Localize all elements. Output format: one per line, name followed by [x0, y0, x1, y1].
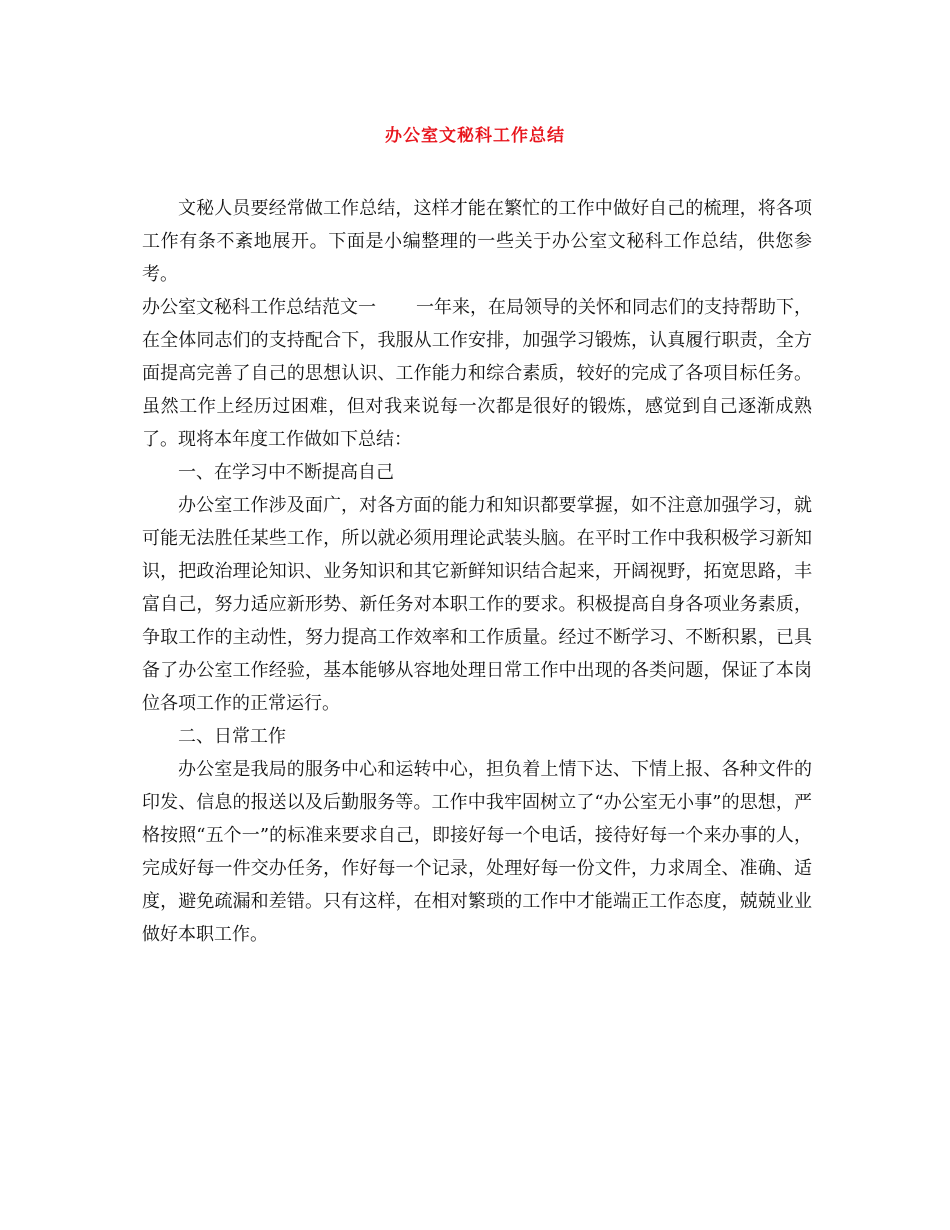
section2-heading: 二、日常工作: [178, 726, 286, 747]
sample-opening-text: 一年来，在局领导的关怀和同志们的支持帮助下，在全体同志们的支持配合下，我服从工作安排，加强学习锻炼，认真履行职责，全方面提高完善了自己的思想认识、工作能力和综合素质，较好的完成了各项目标任务。虽然工作上经历过困难，但对我来说每一次都是很好的锻炼，感觉到自己逐渐成熟了。现将本年度工作做如下总结：: [142, 297, 812, 450]
document-title: 办公室文秘科工作总结: [385, 126, 565, 146]
section2-paragraph: 办公室是我局的服务中心和运转中心，担负着上情下达、下情上报、各种文件的印发、信息的报送以及后勤服务等。工作中我牢固树立了“办公室无小事”的思想，严格按照“五个一”的标准来要求自己，即接好每一个电话，接待好每一个来办事的人，完成好每一件交办任务，作好每一个记录，处理好每一份文件，力求周全、准确、适度，避免疏漏和差错。只有这样，在相对繁琐的工作中才能端正工作态度，兢兢业业做好本职工作。: [142, 759, 812, 945]
section1-paragraph: 办公室工作涉及面广，对各方面的能力和知识都要掌握，如不注意加强学习，就可能无法胜任某些工作，所以就必须用理论武装头脑。在平时工作中我积极学习新知识，把政治理论知识、业务知识和其它新鲜知识结合起来，开阔视野，拓宽思路，丰富自己，努力适应新形势、新任务对本职工作的要求。积极提高自身各项业务素质，争取工作的主动性，努力提高工作效率和工作质量。经过不断学习、不断积累，已具备了办公室工作经验，基本能够从容地处理日常工作中出现的各类问题，保证了本岗位各项工作的正常运行。: [142, 495, 812, 714]
sample-heading: 办公室文秘科工作总结范文一: [142, 297, 376, 318]
intro-paragraph: 文秘人员要经常做工作总结，这样才能在繁忙的工作中做好自己的梳理，将各项工作有条不紊地展开。下面是小编整理的一些关于办公室文秘科工作总结，供您参考。: [142, 198, 812, 285]
section1-heading: 一、在学习中不断提高自己: [178, 462, 394, 483]
sample-opening-paragraph: [142, 291, 812, 456]
document-body: [142, 192, 812, 951]
